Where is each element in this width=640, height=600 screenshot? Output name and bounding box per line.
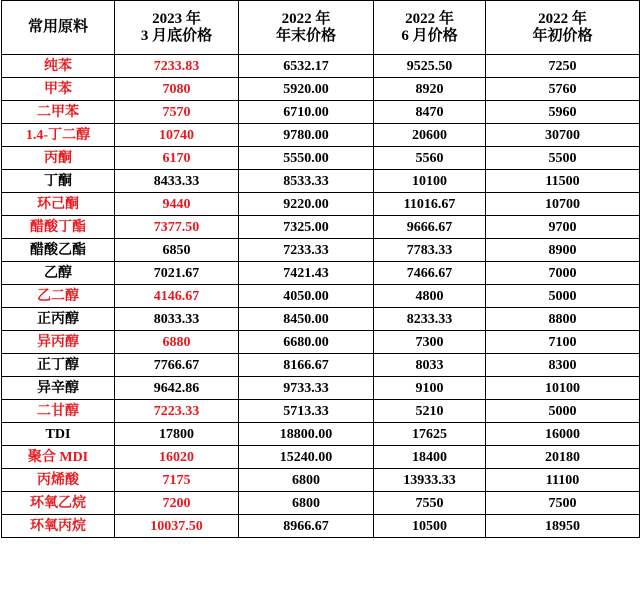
header-2022-june <box>374 1 486 55</box>
table-row <box>2 147 640 170</box>
material-name-cell: 正丁醇 <box>2 354 115 377</box>
price-2023-march-cell: 9440 <box>115 193 239 216</box>
table-row <box>2 170 640 193</box>
price-2023-march-cell: 7200 <box>115 492 239 515</box>
price-2022-yearend-cell: 8966.67 <box>239 515 374 538</box>
price-2022-yearend-cell: 6800 <box>239 492 374 515</box>
price-2023-march-cell: 16020 <box>115 446 239 469</box>
table-row <box>2 331 640 354</box>
price-2022-yearend-cell: 6532.17 <box>239 55 374 78</box>
header-2022-june-year: 2022 年 <box>405 10 454 27</box>
material-name-cell: 异丙醇 <box>2 331 115 354</box>
price-2022-yearstart-cell: 8800 <box>486 308 640 331</box>
price-2022-yearstart-cell: 5000 <box>486 400 640 423</box>
price-2023-march-cell: 7233.83 <box>115 55 239 78</box>
header-2022-yearend-year: 2022 年 <box>281 10 331 27</box>
price-2022-june-cell: 8470 <box>374 101 486 124</box>
material-name-cell: 丙酮 <box>2 147 115 170</box>
table-row <box>2 492 640 515</box>
price-2022-yearend-cell: 5920.00 <box>239 78 374 101</box>
price-2022-yearend-cell: 4050.00 <box>239 285 374 308</box>
material-name-cell: TDI <box>2 423 115 446</box>
price-2022-yearstart-cell: 5960 <box>486 101 640 124</box>
price-2022-june-cell: 9100 <box>374 377 486 400</box>
price-2022-yearstart-cell: 11100 <box>486 469 640 492</box>
price-2022-yearend-cell: 18800.00 <box>239 423 374 446</box>
price-2022-june-cell: 9525.50 <box>374 55 486 78</box>
price-2022-yearstart-cell: 5760 <box>486 78 640 101</box>
table-row <box>2 55 640 78</box>
price-2023-march-cell: 7766.67 <box>115 354 239 377</box>
price-2022-yearstart-cell: 18950 <box>486 515 640 538</box>
material-name-cell: 环己酮 <box>2 193 115 216</box>
price-2023-march-cell: 9642.86 <box>115 377 239 400</box>
header-2022-june-label: 6 月价格 <box>401 27 458 44</box>
price-2022-june-cell: 5210 <box>374 400 486 423</box>
header-2022-yearend-label: 年末价格 <box>275 27 336 44</box>
price-2022-june-cell: 8233.33 <box>374 308 486 331</box>
price-2023-march-cell: 7223.33 <box>115 400 239 423</box>
price-2022-june-cell: 17625 <box>374 423 486 446</box>
price-2023-march-cell: 8433.33 <box>115 170 239 193</box>
raw-material-price-table <box>1 0 640 538</box>
price-2023-march-cell: 7570 <box>115 101 239 124</box>
price-2022-june-cell: 13933.33 <box>374 469 486 492</box>
price-2022-yearend-cell: 6710.00 <box>239 101 374 124</box>
price-2022-yearstart-cell: 10100 <box>486 377 640 400</box>
material-name-cell: 异辛醇 <box>2 377 115 400</box>
price-2022-june-cell: 7550 <box>374 492 486 515</box>
price-2022-yearend-cell: 7325.00 <box>239 216 374 239</box>
header-2022-yearstart-year: 2022 年 <box>538 10 587 27</box>
price-2023-march-cell: 6850 <box>115 239 239 262</box>
price-2022-yearend-cell: 7233.33 <box>239 239 374 262</box>
table-row <box>2 515 640 538</box>
price-2022-yearstart-cell: 5500 <box>486 147 640 170</box>
price-2022-june-cell: 18400 <box>374 446 486 469</box>
material-name-cell: 聚合 MDI <box>2 446 115 469</box>
price-2022-yearstart-cell: 8300 <box>486 354 640 377</box>
table-row <box>2 423 640 446</box>
price-2022-yearstart-cell: 16000 <box>486 423 640 446</box>
material-name-cell: 二甲苯 <box>2 101 115 124</box>
price-2022-yearstart-cell: 7000 <box>486 262 640 285</box>
header-2022-yearend <box>239 1 374 55</box>
price-2022-yearend-cell: 8533.33 <box>239 170 374 193</box>
price-2023-march-cell: 10740 <box>115 124 239 147</box>
table-row <box>2 285 640 308</box>
material-name-cell: 环氧丙烷 <box>2 515 115 538</box>
price-2023-march-cell: 7377.50 <box>115 216 239 239</box>
material-name-cell: 正丙醇 <box>2 308 115 331</box>
table-row <box>2 124 640 147</box>
price-2022-yearstart-cell: 9700 <box>486 216 640 239</box>
table-header-row <box>2 1 640 55</box>
material-name-cell: 丙烯酸 <box>2 469 115 492</box>
table-row <box>2 469 640 492</box>
price-2022-june-cell: 8920 <box>374 78 486 101</box>
price-2022-yearend-cell: 7421.43 <box>239 262 374 285</box>
table-row <box>2 239 640 262</box>
material-name-cell: 乙醇 <box>2 262 115 285</box>
table-row <box>2 446 640 469</box>
table-body <box>2 55 640 538</box>
price-2023-march-cell: 8033.33 <box>115 308 239 331</box>
price-2022-yearstart-cell: 11500 <box>486 170 640 193</box>
table-row <box>2 354 640 377</box>
table-row <box>2 400 640 423</box>
price-2022-june-cell: 9666.67 <box>374 216 486 239</box>
material-name-cell: 二甘醇 <box>2 400 115 423</box>
material-name-cell: 甲苯 <box>2 78 115 101</box>
table-row <box>2 101 640 124</box>
price-2022-june-cell: 10100 <box>374 170 486 193</box>
header-2023-march <box>115 1 239 55</box>
price-2022-yearstart-cell: 8900 <box>486 239 640 262</box>
price-2022-yearend-cell: 6680.00 <box>239 331 374 354</box>
price-2022-june-cell: 7466.67 <box>374 262 486 285</box>
price-2022-yearstart-cell: 7250 <box>486 55 640 78</box>
material-name-cell: 纯苯 <box>2 55 115 78</box>
table-row <box>2 193 640 216</box>
price-2023-march-cell: 7021.67 <box>115 262 239 285</box>
price-2022-yearstart-cell: 30700 <box>486 124 640 147</box>
material-name-cell: 乙二醇 <box>2 285 115 308</box>
price-2022-june-cell: 8033 <box>374 354 486 377</box>
price-2022-yearend-cell: 9780.00 <box>239 124 374 147</box>
header-2023-march-year: 2023 年 <box>152 10 201 27</box>
price-2022-june-cell: 20600 <box>374 124 486 147</box>
material-name-cell: 丁酮 <box>2 170 115 193</box>
price-2022-yearstart-cell: 7100 <box>486 331 640 354</box>
price-2022-yearstart-cell: 5000 <box>486 285 640 308</box>
header-material: 常用原料 <box>2 1 115 55</box>
price-2022-yearend-cell: 9733.33 <box>239 377 374 400</box>
price-2022-yearend-cell: 5550.00 <box>239 147 374 170</box>
table-row <box>2 377 640 400</box>
price-2022-yearend-cell: 5713.33 <box>239 400 374 423</box>
price-2022-june-cell: 10500 <box>374 515 486 538</box>
price-2022-june-cell: 7783.33 <box>374 239 486 262</box>
price-2022-yearend-cell: 8450.00 <box>239 308 374 331</box>
material-name-cell: 1.4-丁二醇 <box>2 124 115 147</box>
price-2023-march-cell: 17800 <box>115 423 239 446</box>
price-2023-march-cell: 10037.50 <box>115 515 239 538</box>
header-2023-march-label: 3 月底价格 <box>140 27 213 44</box>
price-2022-yearend-cell: 6800 <box>239 469 374 492</box>
price-2023-march-cell: 4146.67 <box>115 285 239 308</box>
price-2022-yearstart-cell: 10700 <box>486 193 640 216</box>
material-name-cell: 醋酸丁酯 <box>2 216 115 239</box>
price-2022-yearstart-cell: 20180 <box>486 446 640 469</box>
price-2022-yearend-cell: 9220.00 <box>239 193 374 216</box>
table-row <box>2 78 640 101</box>
price-2023-march-cell: 7080 <box>115 78 239 101</box>
price-2022-yearend-cell: 8166.67 <box>239 354 374 377</box>
price-2022-yearend-cell: 15240.00 <box>239 446 374 469</box>
material-name-cell: 环氧乙烷 <box>2 492 115 515</box>
price-2023-march-cell: 6170 <box>115 147 239 170</box>
price-2022-june-cell: 5560 <box>374 147 486 170</box>
price-2023-march-cell: 6880 <box>115 331 239 354</box>
table-row <box>2 262 640 285</box>
price-2022-june-cell: 4800 <box>374 285 486 308</box>
price-2022-yearstart-cell: 7500 <box>486 492 640 515</box>
price-2022-june-cell: 11016.67 <box>374 193 486 216</box>
price-2023-march-cell: 7175 <box>115 469 239 492</box>
price-2022-june-cell: 7300 <box>374 331 486 354</box>
header-2022-yearstart <box>486 1 640 55</box>
table-row <box>2 308 640 331</box>
table-row <box>2 216 640 239</box>
material-name-cell: 醋酸乙酯 <box>2 239 115 262</box>
header-2022-yearstart-label: 年初价格 <box>532 27 593 44</box>
